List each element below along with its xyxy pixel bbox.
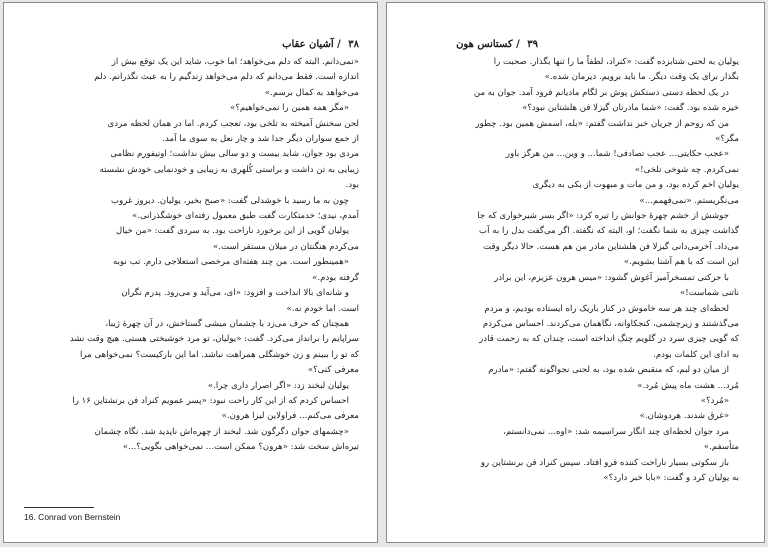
text-line: یولیان به لحنی شتابزده گفت: «کنراد، لطفاً ما را تنها بگذار. صحبت را: [493, 57, 739, 67]
text-line: گرفته بودم.»: [312, 272, 359, 283]
text-line: بود.: [345, 180, 359, 191]
text-line: من که روحم از جریان خبر نداشت گفتم: «بله، اسمش همین بود. چطور: [475, 118, 729, 129]
text-line: «مُرد؟»: [700, 395, 729, 406]
text-line: نمی‌کردم. چه شوخی تلخی!»: [634, 164, 739, 175]
text-line: یولیان لبخند زد: «اگر اصرار داری چرا.»: [207, 380, 349, 391]
text-line: «همینطور است. من چند هفته‌ای مرخصی استعلاجی دارم. تب نوبه: [113, 257, 349, 268]
text-line: ناتنی شماست!»: [679, 288, 739, 299]
text-line: لحظه‌ای چند هر سه خاموش در کنار باریک راه ایستاده بودیم، و مردم: [484, 303, 729, 314]
text-line: در یک لحظه دستی دستکش پوش بر لگام مادیانم فرود آمد. جوان به من: [473, 87, 729, 98]
text-line: جوشش از خشم چهرهٔ جوانش را تیره کرد: «اگر بسر شیرخواری که جا: [477, 211, 729, 222]
text-line: به ادای این کلمات بودم.: [653, 349, 739, 360]
text-line: «مگر همه همین را نمی‌خواهیم؟»: [230, 103, 349, 114]
text-line: سراپایم را برانداز می‌کرد. گفت: «یولیان، تو مرد خوشبختی هستی. هیچ وقت نشد: [69, 334, 359, 345]
footnote-divider: [24, 507, 94, 508]
text-line: معرفی می‌کنم... فراولاین لیزا هرون.»: [221, 411, 359, 422]
text-line: «نمی‌دانم. البته که دلم می‌خواهد؛ اما خوب، شاید این یک توقع بیش از: [111, 57, 359, 67]
text-line: می‌نگریستم. «نمی‌فهمم...»: [639, 195, 739, 206]
text-line: معرفی کنی؟»: [307, 365, 359, 376]
text-line: می‌کردم هنگنتان در میلان مستقر است.»: [213, 241, 359, 252]
text-line: آمدم، نیدی؛ خدمتکارت گفت طبق معمول رفته‌ای خوشگذرانی.»: [131, 211, 359, 222]
right-page-header: [456, 39, 538, 50]
text-line: این است که با هم آشنا بشویم.»: [623, 257, 739, 268]
text-line: مگر؟»: [715, 134, 739, 145]
text-line: یولیان اخم کرده بود، و من مات و مبهوت از یکی به دیگری: [532, 180, 739, 191]
right-running-title: کستانس هون: [456, 39, 513, 50]
text-line: با حرکتی تمسخرآمیز آغوش گشود: «میس هرون عزیزم، این برادر: [494, 272, 729, 283]
text-line: مرد جوان لحظه‌ای چند انگار سراسیمه شد: «اوه... نمی‌دانستم،: [503, 426, 729, 437]
text-line: همچنان که حرف می‌زد با چشمان میشی گستاخش، در آن چهرهٔ ژیبا،: [105, 318, 349, 329]
left-running-title: آشیان عقاب: [282, 39, 334, 50]
text-line: تیره‌اش سخت شد: «هرون؟ ممکن است... نمی‌خواهی بگویی؟...»: [122, 442, 359, 453]
text-line: از میان دو لبم، که منقبض شده بود، به لحنی نجواگونه گفتم: «مادرم: [488, 365, 729, 376]
text-line: اندازه است. فقط می‌دانم که دلم می‌خواهد زندگیم را به عبث نگذرانم. دلم: [94, 72, 359, 83]
text-line: می‌داد. آخرمی‌دانی گیزلا فن هلشتاین مادر من هم هست. حالا دیگر وقت: [483, 241, 739, 252]
text-line: از جمع سواران دیگر جدا شد و چار نعل به سوی ما آمد.: [162, 134, 359, 145]
text-line: «غرق شدند. هردوشان.»: [639, 411, 729, 422]
text-line: احساس کردم که از این کار راحت نبود: «پسر عمویم کنراد فن برنشتاین ۱۶ را: [72, 395, 349, 406]
text-line: باز سکوتی بسیار ناراحت کننده فرو افتاد. سپس کنراد فن برنشتاین رو: [480, 457, 729, 468]
left-header-separator: /: [337, 39, 341, 50]
text-line: به یولیان کرد و گفت: «بابا خبر دارد؟»: [603, 472, 739, 483]
text-line: مردی بود جوان، شاید بیست و دو سالی بیش نداشت؛ اونیفورم نظامی: [110, 149, 359, 160]
right-page-number: ۳۹: [527, 39, 538, 50]
text-line: گذاشت چیزی به شما نگفت؛ او، البته که نگفته. اگر می‌گفت بدل را به آب: [479, 226, 739, 237]
left-page-number: ۳۸: [348, 39, 359, 50]
text-line: که تو را ببینم و زن خوشگلی همراهت نباشد. اما این بارکیست؟ نمی‌خواهی مرا: [80, 349, 359, 360]
text-line: «چشمهای جوان دگرگون شد. لبخند از چهره‌اش ناپدید شد. نگاه چشمان: [94, 426, 349, 437]
left-page-text: [24, 55, 359, 456]
text-line: و شانه‌ای بالا انداخت و افزود: «ای، می‌آید و می‌رود. پدرم نگران: [121, 288, 349, 299]
text-line: چون به ما رسید با خوشدلی گفت: «صبح بخیر، یولیان. دیروز غروب: [111, 195, 349, 206]
text-line: مُرد... هشت ماه پیش مُرد.»: [637, 380, 739, 391]
text-line: می‌خواهد به کمال برسم.»: [264, 87, 359, 98]
text-line: که گویی چیزی سرد در گلویم چنگ انداخته است، چندان که به زحمت قادر: [479, 334, 739, 345]
left-page: [3, 2, 378, 543]
right-header-separator: /: [516, 39, 520, 50]
text-line: بگذار برای یک وقت دیگر. ما باید برویم. دیرمان شده.»: [544, 72, 739, 83]
text-line: زیبایی به تن داشت و براستی کُلهری به زیبایی و خودنمایی خودش نشسته: [99, 164, 359, 175]
text-line: است. اما خودم نه.»: [286, 303, 359, 314]
text-line: متأسفم.»: [703, 442, 739, 453]
text-line: می‌گذشتند و زیرچشمی، کنجکاوانه، نگاهمان می‌کردند. احساس می‌کردم: [482, 318, 739, 329]
right-page: [386, 2, 765, 543]
text-line: خیره شده بود. گفت: «شما مادرتان گیزلا فن هلشتاین نبود؟»: [522, 103, 739, 114]
footnote: 16. Conrad von Bernstein: [24, 512, 121, 522]
text-line: یولیان گویی از این برخورد ناراحت بود. به سردی گفت: «من خیال: [116, 226, 349, 237]
left-page-header: [282, 39, 359, 50]
text-line: لحن سخنش آمیخته به تلخی بود، تعجب کردم. اما در همان لحظه مردی: [107, 118, 359, 129]
right-page-text: [437, 55, 739, 486]
text-line: «عجب حکایتی... عجب تصادفی! شما... و وین... من هرگز باور: [505, 149, 729, 160]
